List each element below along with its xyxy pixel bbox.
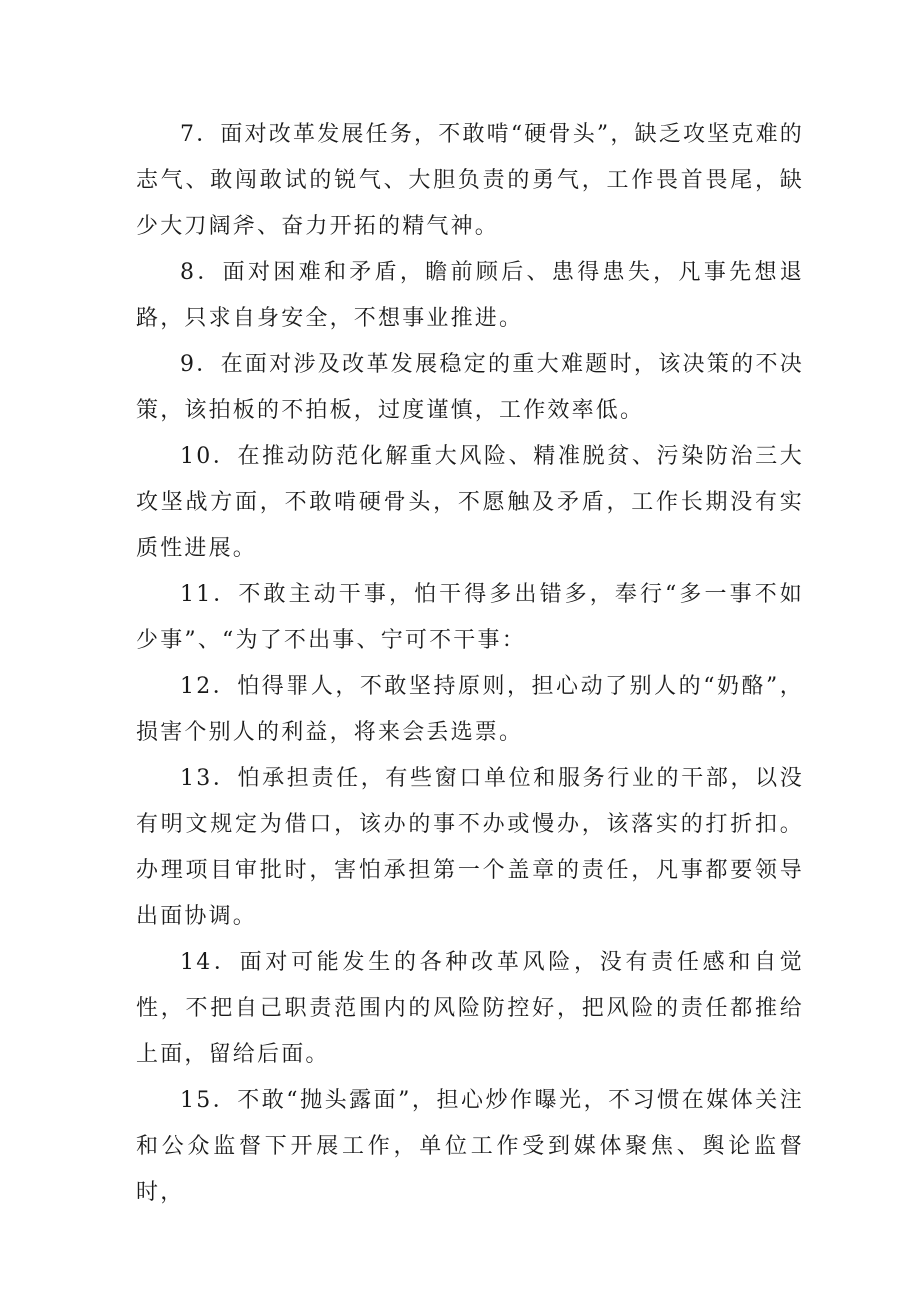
paragraph-15: 15．不敢“抛头露面”，担心炒作曝光，不习惯在媒体关注和公众监督下开展工作，单位工作受到媒体聚焦、舆论监督时， <box>136 1088 804 1205</box>
paragraph-8: 8．面对困难和矛盾，瞻前顾后、患得患失，凡事先想退路，只求自身安全，不想事业推进。 <box>136 260 804 331</box>
paragraph-11: 11．不敢主动干事，怕干得多出错多，奉行“多一事不如少事”、“为了不出事、宁可不干事： <box>136 582 804 653</box>
paragraph-12: 12．怕得罪人，不敢坚持原则，担心动了别人的“奶酪”，损害个别人的利益，将来会丢选票。 <box>136 674 804 745</box>
paragraph-14: 14．面对可能发生的各种改革风险，没有责任感和自觉性，不把自己职责范围内的风险防控好，把风险的责任都推给上面，留给后面。 <box>136 950 804 1067</box>
paragraph-10: 10．在推动防范化解重大风险、精准脱贫、污染防治三大攻坚战方面，不敢啃硬骨头，不愿触及矛盾，工作长期没有实质性进展。 <box>136 444 804 561</box>
paragraph-7: 7．面对改革发展任务，不敢啃“硬骨头”，缺乏攻坚克难的志气、敢闯敢试的锐气、大胆负责的勇气，工作畏首畏尾，缺少大刀阔斧、奋力开拓的精气神。 <box>136 122 804 239</box>
document-body <box>136 112 804 1216</box>
paragraph-9: 9．在面对涉及改革发展稳定的重大难题时，该决策的不决策，该拍板的不拍板，过度谨慎，工作效率低。 <box>136 352 804 423</box>
paragraph-13: 13．怕承担责任，有些窗口单位和服务行业的干部，以没有明文规定为借口，该办的事不办或慢办，该落实的打折扣。办理项目审批时，害怕承担第一个盖章的责任，凡事都要领导出面协调。 <box>136 766 804 929</box>
